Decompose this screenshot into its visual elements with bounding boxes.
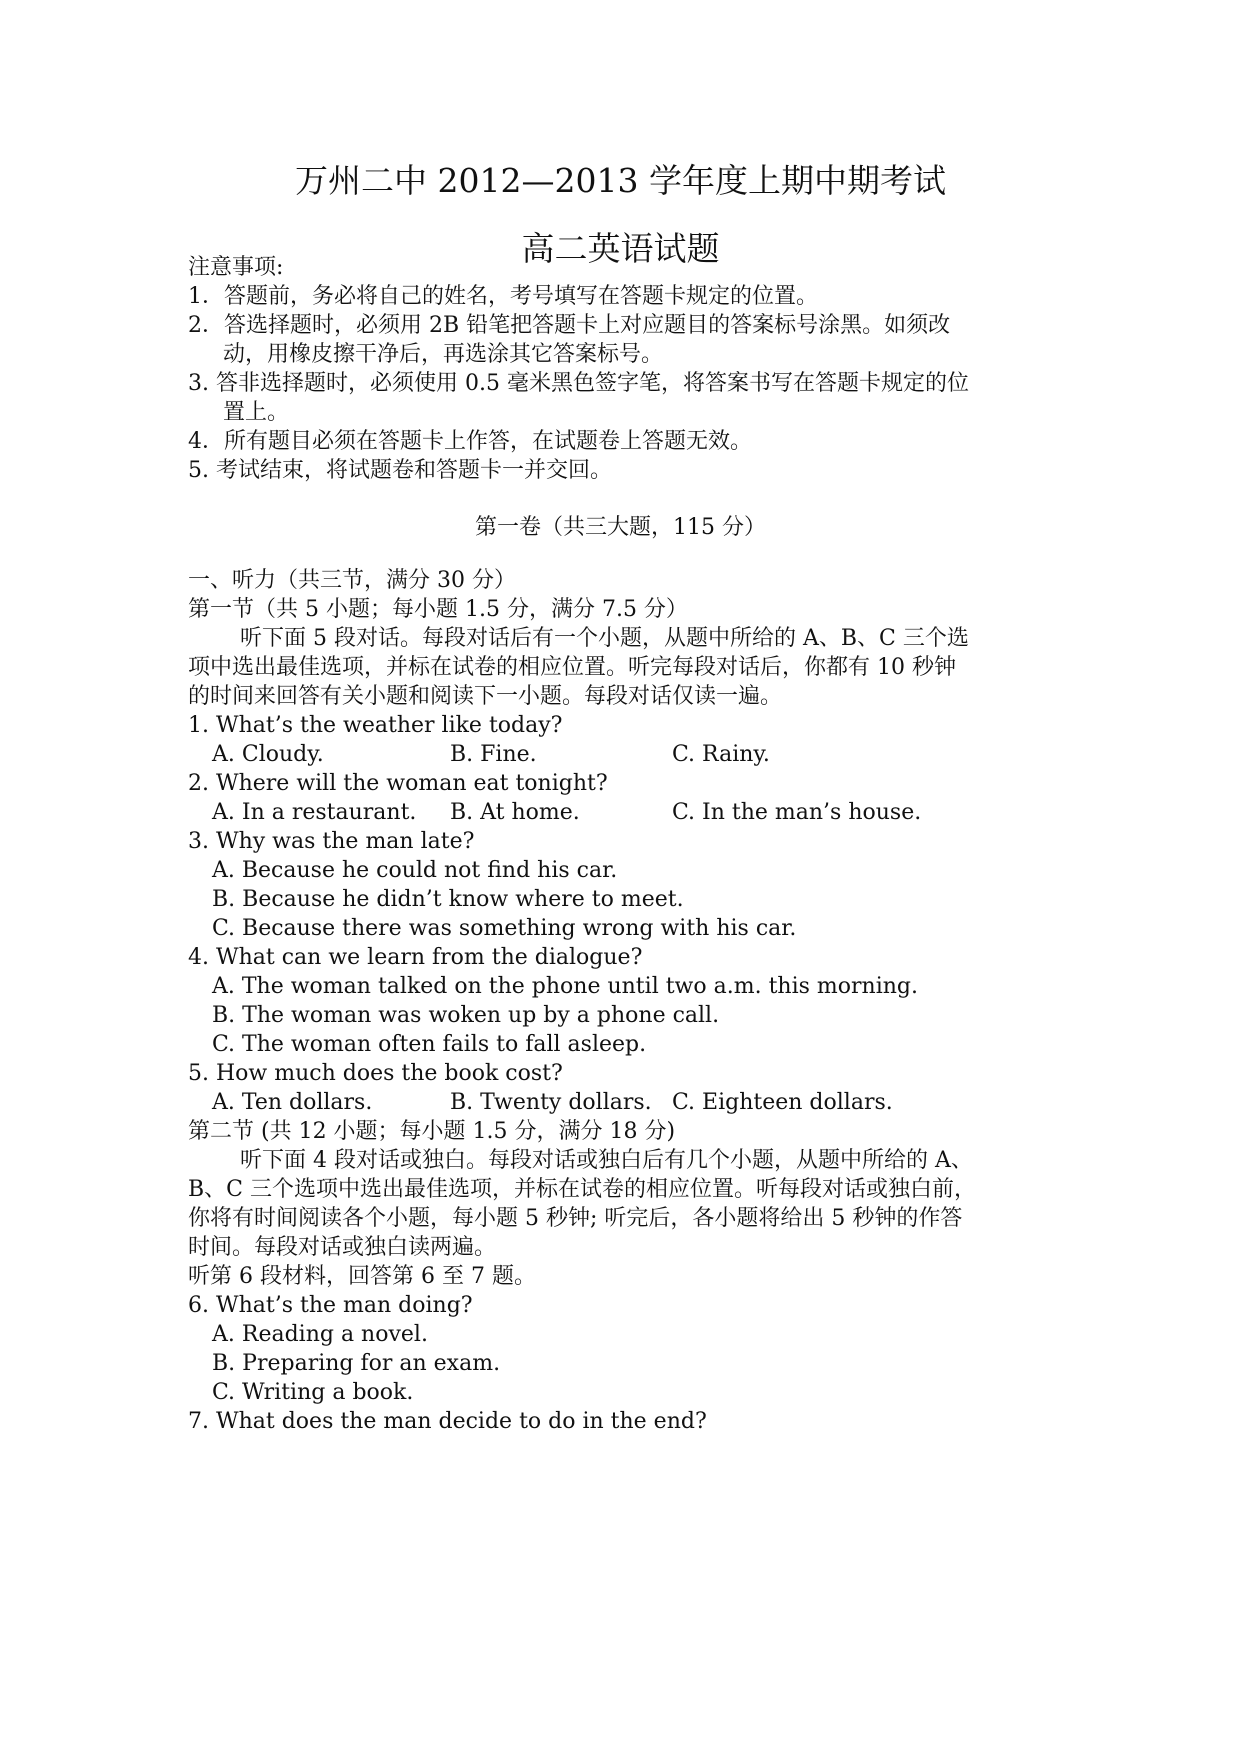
option-a: A. Because he could not find his car. bbox=[212, 858, 618, 883]
option-c: C. The woman often fails to fall asleep. bbox=[212, 1032, 647, 1057]
option-b: B. The woman was woken up by a phone call. bbox=[212, 1003, 720, 1028]
option-b: B. Twenty dollars. bbox=[450, 1090, 652, 1115]
note-line: 4．所有题目必须在答题卡上作答，在试题卷上答题无效。 bbox=[188, 429, 752, 454]
option-b: B. At home. bbox=[450, 800, 580, 825]
option-c: C. Eighteen dollars. bbox=[672, 1090, 893, 1115]
option-c: C. Rainy. bbox=[672, 742, 770, 767]
instruction-line: 时间。每段对话或独白读两遍。 bbox=[188, 1235, 497, 1260]
exam-subtitle: 高二英语试题 bbox=[521, 229, 720, 268]
instruction-line: 你将有时间阅读各个小题，每小题 5 秒钟; 听完后，各小题将给出 5 秒钟的作答 bbox=[188, 1206, 963, 1231]
part1-heading: 第一节（共 5 小题；每小题 1.5 分，满分 7.5 分） bbox=[188, 597, 688, 622]
question-2: 2. Where will the woman eat tonight? bbox=[188, 771, 608, 796]
option-c: C. Because there was something wrong with his car. bbox=[212, 916, 797, 941]
material-heading: 听第 6 段材料，回答第 6 至 7 题。 bbox=[188, 1264, 536, 1289]
option-a: A. The woman talked on the phone until two a.m. this morning. bbox=[212, 974, 918, 999]
option-a: A. Reading a novel. bbox=[212, 1322, 428, 1347]
instruction-line: B、C 三个选项中选出最佳选项，并标在试卷的相应位置。听每段对话或独白前， bbox=[188, 1177, 976, 1202]
notes-heading: 注意事项: bbox=[188, 255, 284, 280]
question-7: 7. What does the man decide to do in the end? bbox=[188, 1409, 707, 1434]
instruction-line: 听下面 5 段对话。每段对话后有一个小题，从题中所给的 A、B、C 三个选 bbox=[240, 626, 969, 651]
section-heading: 一、听力（共三节，满分 30 分） bbox=[188, 568, 516, 593]
note-line: 1．答题前，务必将自己的姓名，考号填写在答题卡规定的位置。 bbox=[188, 284, 818, 309]
option-b: B. Fine. bbox=[450, 742, 537, 767]
option-c: C. Writing a book. bbox=[212, 1380, 414, 1405]
option-c: C. In the man’s house. bbox=[672, 800, 922, 825]
exam-title: 万州二中 2012—2013 学年度上期中期考试 bbox=[295, 161, 946, 200]
option-b: B. Because he didn’t know where to meet. bbox=[212, 887, 684, 912]
instruction-line: 的时间来回答有关小题和阅读下一小题。每段对话仅读一遍。 bbox=[188, 684, 783, 709]
note-line: 动，用橡皮擦干净后，再选涂其它答案标号。 bbox=[223, 342, 664, 367]
part2-heading: 第二节 (共 12 小题；每小题 1.5 分，满分 18 分) bbox=[188, 1119, 676, 1144]
instruction-line: 听下面 4 段对话或独白。每段对话或独白后有几个小题，从题中所给的 A、 bbox=[240, 1148, 973, 1173]
question-3: 3. Why was the man late? bbox=[188, 829, 475, 854]
option-b: B. Preparing for an exam. bbox=[212, 1351, 501, 1376]
note-line: 置上。 bbox=[223, 400, 290, 425]
volume-heading: 第一卷（共三大题，115 分） bbox=[475, 515, 766, 540]
question-5: 5. How much does the book cost? bbox=[188, 1061, 563, 1086]
option-a: A. Ten dollars. bbox=[212, 1090, 373, 1115]
note-line: 5. 考试结束，将试题卷和答题卡一并交回。 bbox=[188, 458, 612, 483]
option-a: A. Cloudy. bbox=[212, 742, 324, 767]
note-line: 3. 答非选择题时，必须使用 0.5 毫米黑色签字笔，将答案书写在答题卡规定的位 bbox=[188, 371, 969, 396]
instruction-line: 项中选出最佳选项，并标在试卷的相应位置。听完每段对话后，你都有 10 秒钟 bbox=[188, 655, 956, 680]
option-a: A. In a restaurant. bbox=[212, 800, 417, 825]
question-6: 6. What’s the man doing? bbox=[188, 1293, 473, 1318]
question-4: 4. What can we learn from the dialogue? bbox=[188, 945, 643, 970]
question-1: 1. What’s the weather like today? bbox=[188, 713, 563, 738]
note-line: 2．答选择题时，必须用 2B 铅笔把答题卡上对应题目的答案标号涂黑。如须改 bbox=[188, 313, 951, 338]
